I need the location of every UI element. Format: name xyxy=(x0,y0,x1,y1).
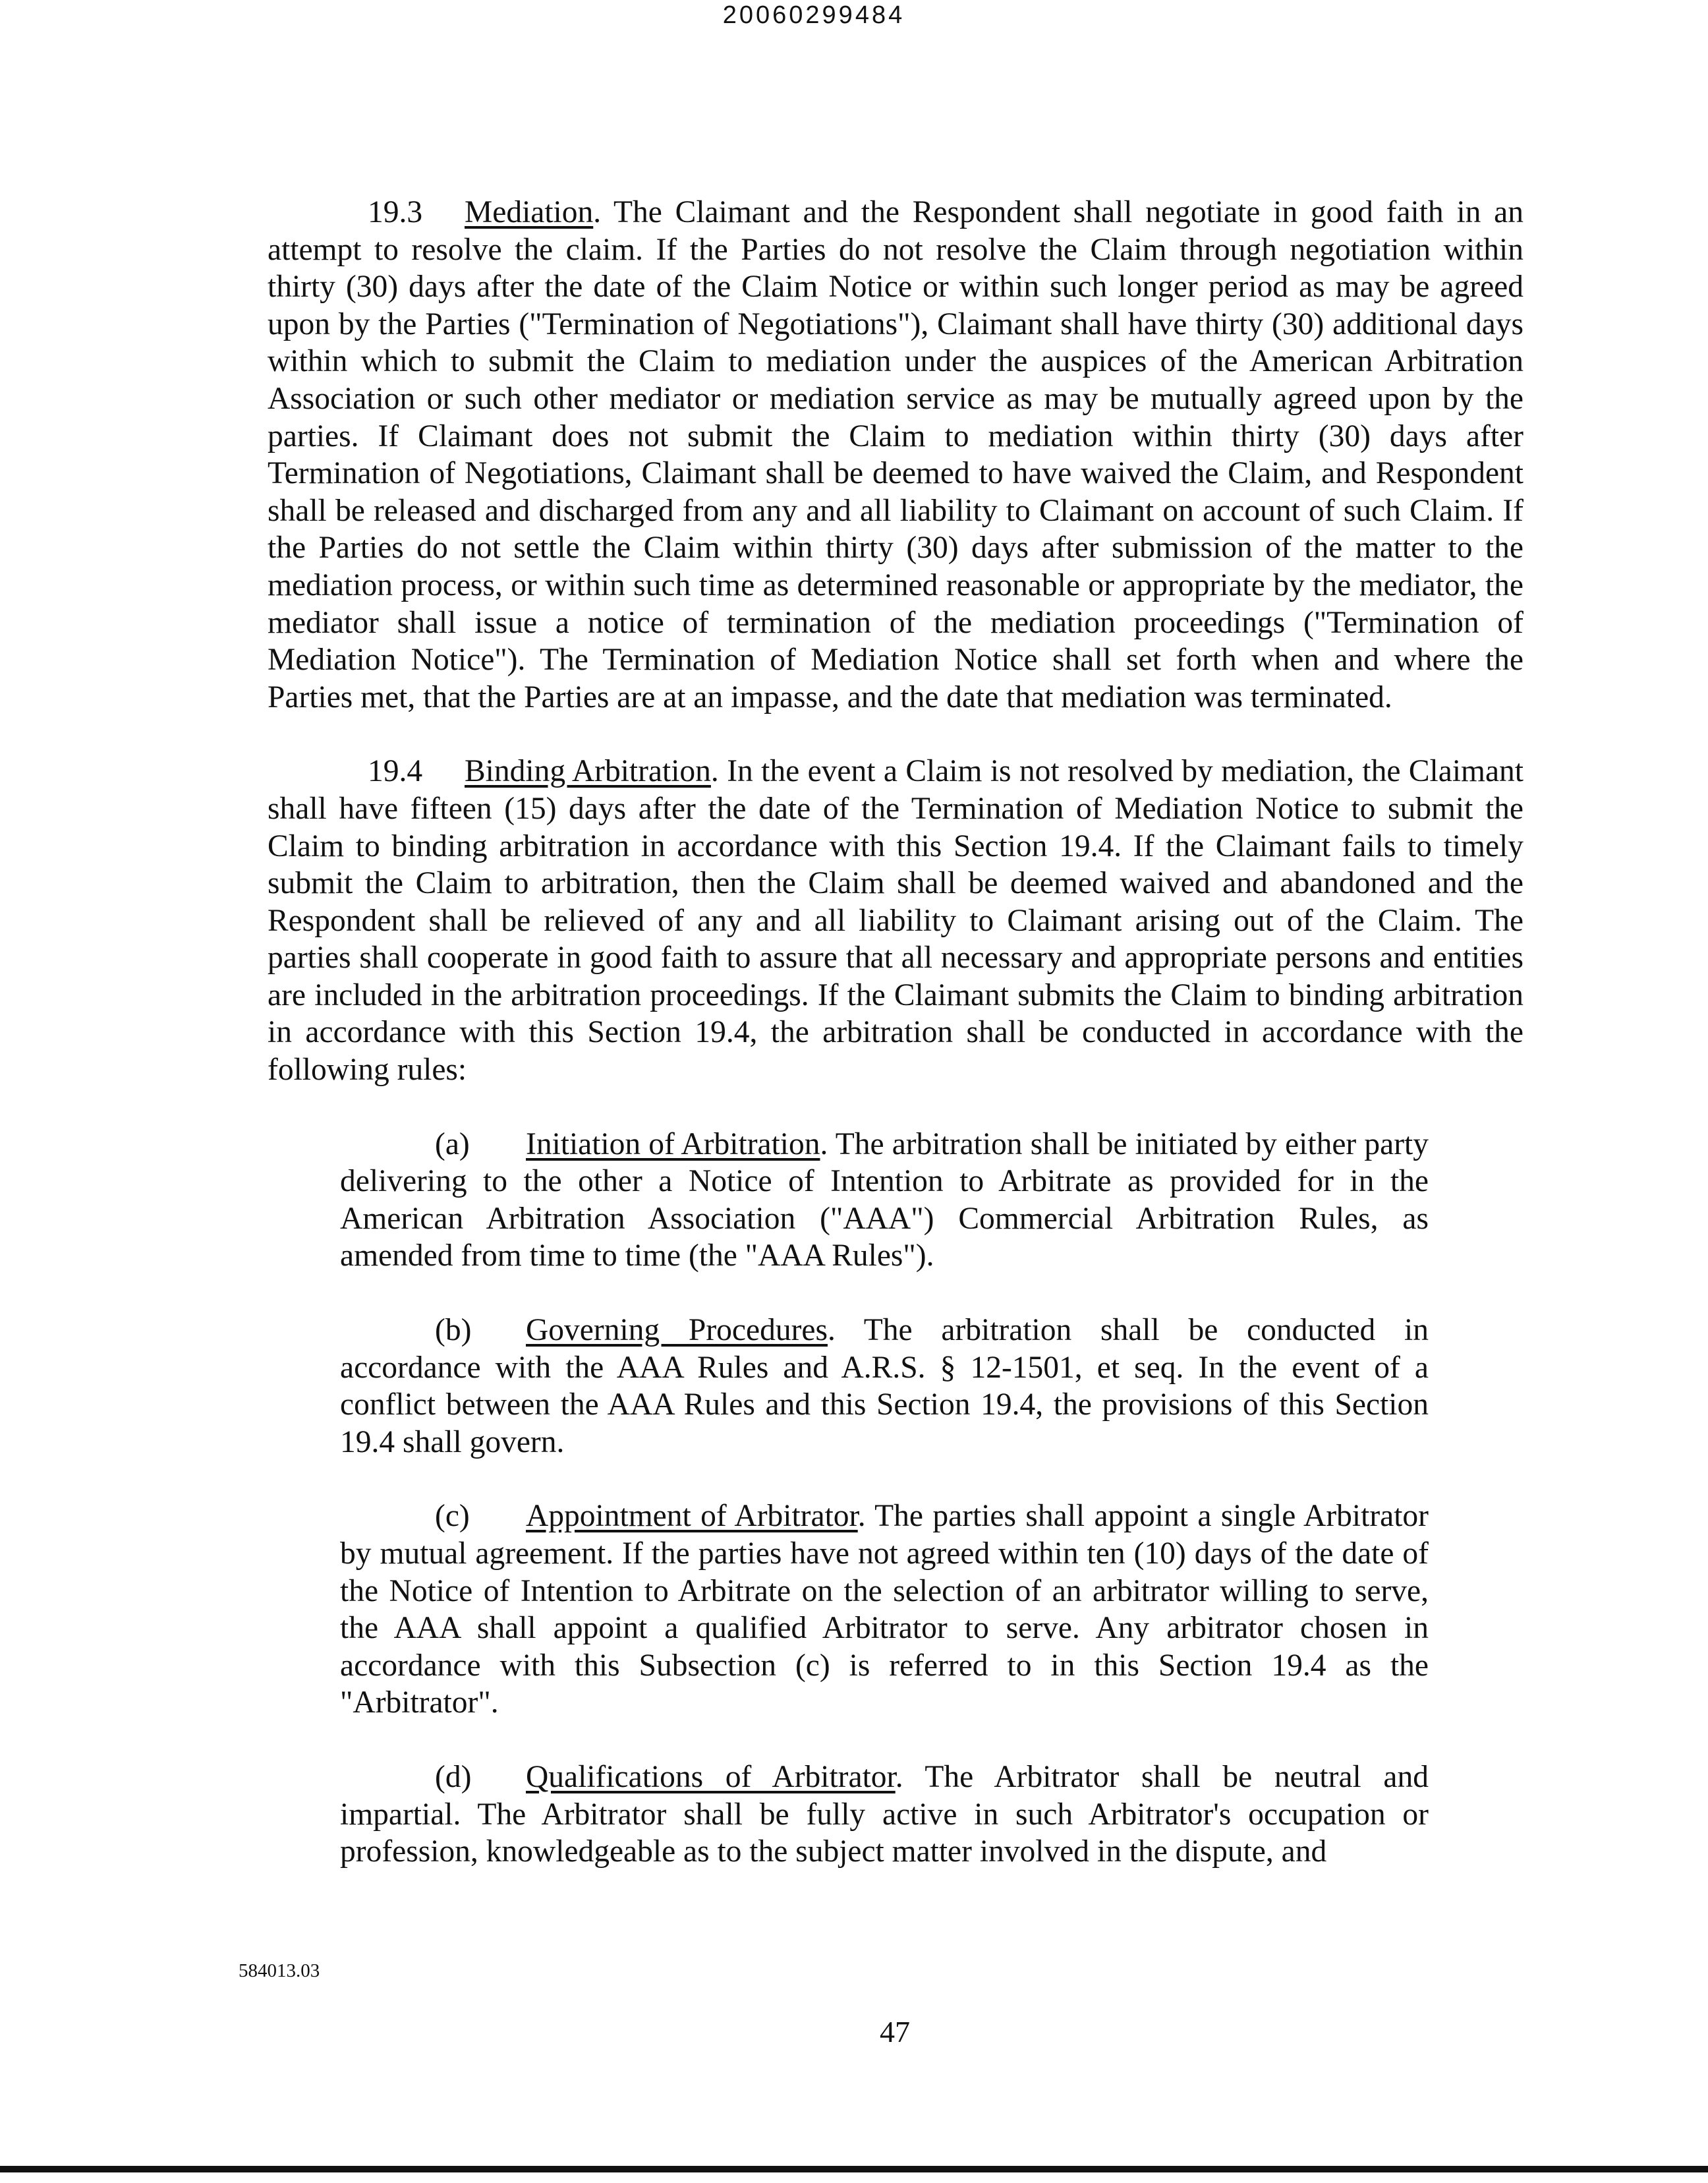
bottom-border xyxy=(0,2166,1708,2172)
page-number: 47 xyxy=(880,2015,910,2049)
subsection-d xyxy=(340,1759,1429,1871)
subsection-text: . The Arbitrator shall be neutral and impartial. The Arbitrator shall be fully active in such Arbitrator's occupation or profession, knowledgeable as to the subject matter involved in the dispute, and xyxy=(340,1759,1429,1869)
subsection-heading: Governing Procedures xyxy=(526,1313,828,1348)
section-text: . The Claimant and the Respondent shall negotiate in good faith in an attempt to resolve the claim. If the Parties do not resolve the Claim through negotiation within thirty (30) days after the date of the Claim Notice or within such longer period as may be agreed upon by the Parties ("Termination of Negotiations"), Claimant shall have thirty (30) additional days within which to submit the Claim to mediation under the auspices of the American Arbitration Association or such other mediator or mediation service as may be mutually agreed upon by the parties. If Claimant does not submit the Claim to mediation within thirty (30) days after Termination of Negotiations, Claimant shall be deemed to have waived the Claim, and Respondent shall be released and discharged from any and all liability to Claimant on account of such Claim. If the Parties do not settle the Claim within thirty (30) days after submission of the matter to the mediation process, or within such time as determined reasonable or appropriate by the mediator, the mediator shall issue a notice of termination of the mediation proceedings ("Termination of Mediation Notice"). The Termination of Mediation Notice shall set forth when and where the Parties met, that the Parties are at an impasse, and the date that mediation was terminated. xyxy=(268,195,1523,714)
section-number: 19.4 xyxy=(368,754,423,789)
subsection-c xyxy=(340,1498,1429,1722)
subsection-heading: Initiation of Arbitration xyxy=(526,1126,820,1161)
document-body xyxy=(268,194,1523,1907)
subsection-label: (d) xyxy=(435,1759,472,1794)
section-heading: Binding Arbitration xyxy=(465,754,711,789)
section-number: 19.3 xyxy=(368,195,423,229)
subsection-b xyxy=(340,1312,1429,1461)
section-text: . In the event a Claim is not resolved by mediation, the Claimant shall have fifteen (15) days after the date of the Termination of Mediation Notice to submit the Claim to binding arbitration in accordance with this Section 19.4. If the Claimant fails to timely submit the Claim to arbitration, then the Claim shall be deemed waived and abandoned and the Respondent shall be relieved of any and all liability to Claimant arising out of the Claim. The parties shall cooperate in good faith to assure that all necessary and appropriate persons and entities are included in the arbitration proceedings. If the Claimant submits the Claim to binding arbitration in accordance with this Section 19.4, the arbitration shall be conducted in accordance with the following rules: xyxy=(268,754,1523,1088)
subsection-text: . The arbitration shall be initiated by either party delivering to the other a Notice of Intention to Arbitrate as provided for in the American Arbitration Association ("AAA") Commercial Arbitration Rules, as amended from time to time (the "AAA Rules"). xyxy=(340,1126,1429,1273)
subsection-text: . The parties shall appoint a single Arbitrator by mutual agreement. If the parties have not agreed within ten (10) days of the date of the Notice of Intention to Arbitrate on the selection of an arbitrator willing to serve, the AAA shall appoint a qualified Arbitrator to serve. Any arbitrator chosen in accordance with this Subsection (c) is referred to in this Section 19.4 as the "Arbitrator". xyxy=(340,1499,1429,1720)
section-heading: Mediation xyxy=(465,195,594,229)
document-number: 20060299484 xyxy=(722,1,905,29)
subsection-heading: Qualifications of Arbitrator xyxy=(526,1759,896,1794)
section-19-4 xyxy=(268,753,1523,1088)
section-19-3 xyxy=(268,194,1523,716)
subsection-label: (c) xyxy=(435,1499,470,1534)
subsection-heading: Appointment of Arbitrator xyxy=(526,1499,858,1534)
subsection-label: (a) xyxy=(435,1126,470,1161)
subsection-label: (b) xyxy=(435,1313,472,1348)
footer-document-code: 584013.03 xyxy=(239,1960,320,1981)
subsection-a xyxy=(340,1126,1429,1275)
subsection-text: . The arbitration shall be conducted in accordance with the AAA Rules and A.R.S. § 12-1501, et seq. In the event of a conflict between the AAA Rules and this Section 19.4, the provisions of this Section 19.4 shall govern. xyxy=(340,1313,1429,1459)
